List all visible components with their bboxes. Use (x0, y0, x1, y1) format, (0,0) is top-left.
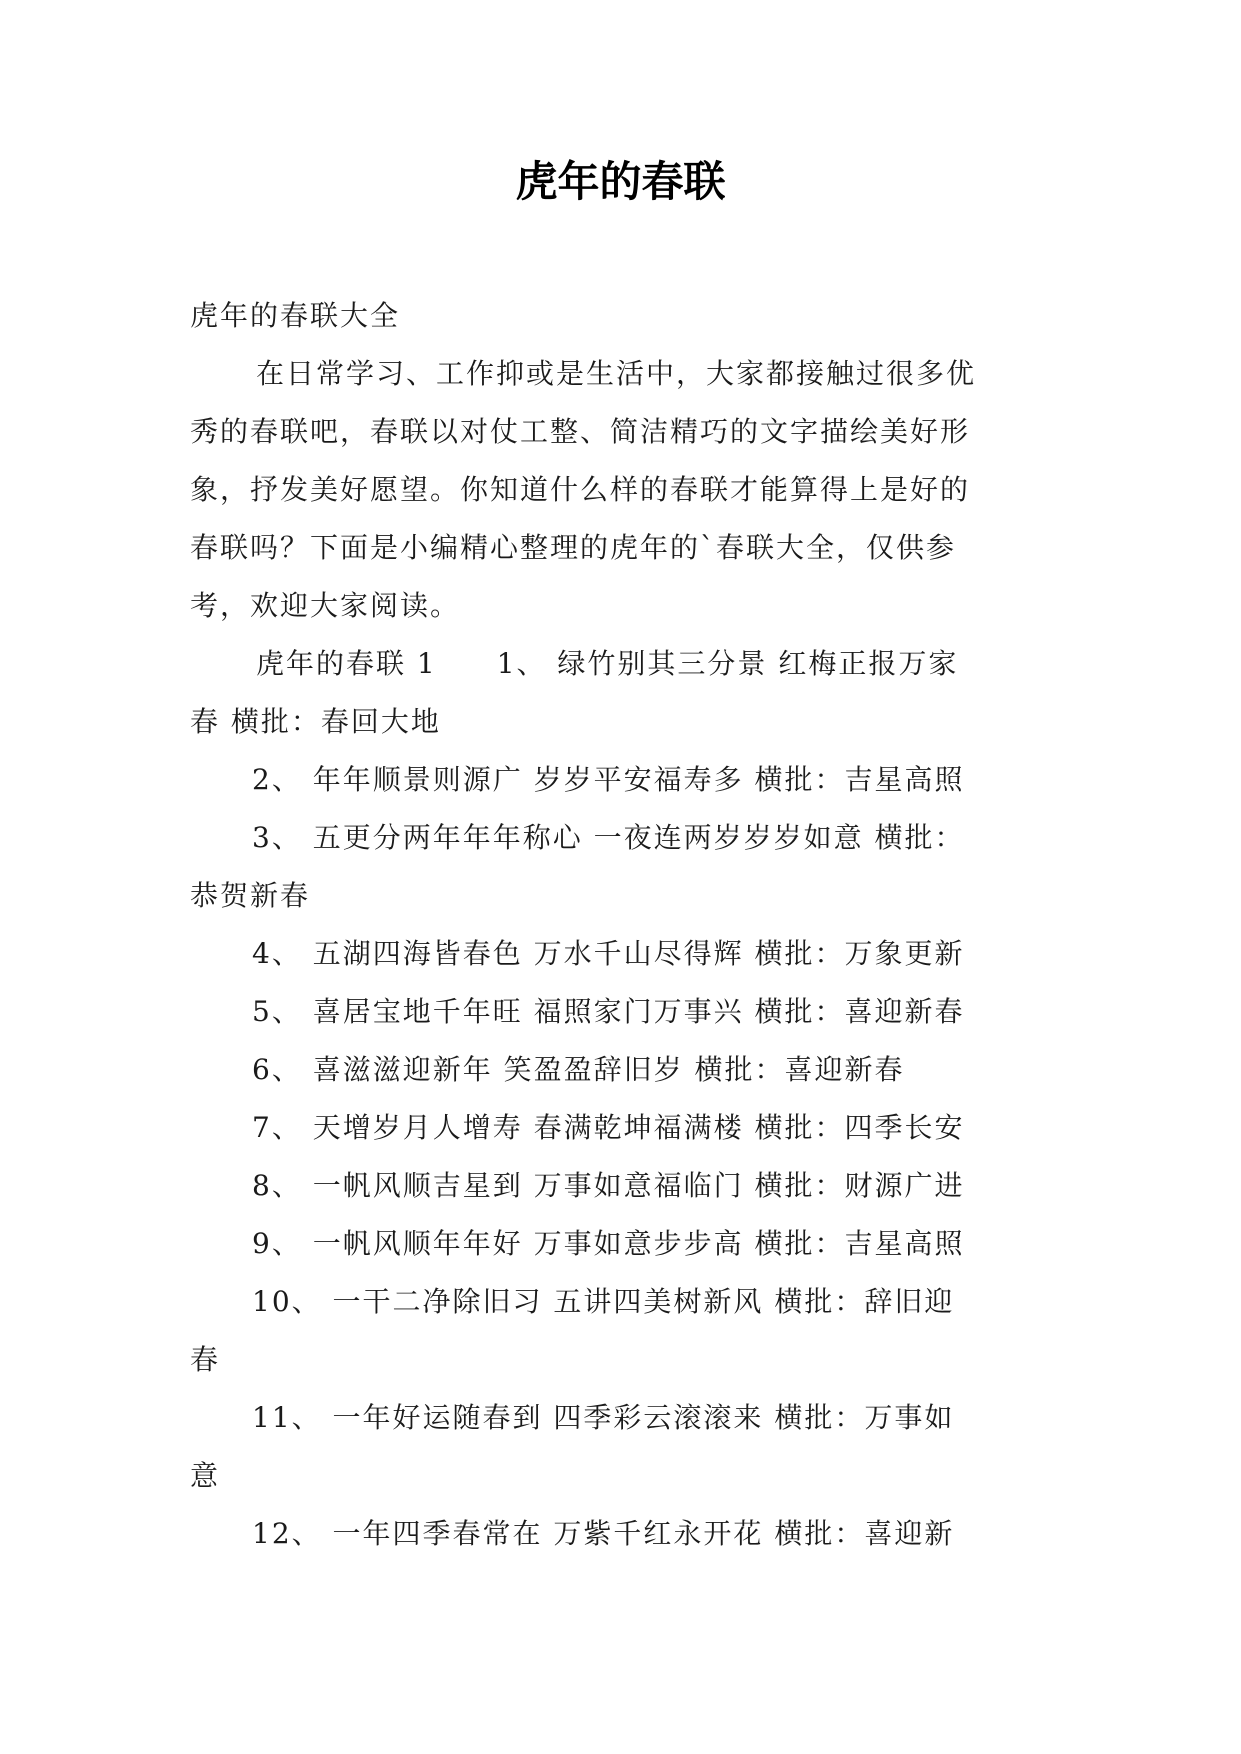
couplet-line: 8、 一帆风顺吉星到 万事如意福临门 横批：财源广进 (252, 1169, 965, 1202)
document-body (190, 287, 1055, 1563)
couplet-line: 虎年的春联 1 1、 绿竹别其三分景 红梅正报万家 (256, 647, 959, 680)
couplet-line: 12、 一年四季春常在 万紫千红永开花 横批：喜迎新 (252, 1517, 955, 1550)
intro-paragraph-line: 在日常学习、工作抑或是生活中，大家都接触过很多优 (256, 357, 977, 390)
couplet-line: 11、 一年好运随春到 四季彩云滚滚来 横批：万事如 (252, 1401, 955, 1434)
couplet-line: 4、 五湖四海皆春色 万水千山尽得辉 横批：万象更新 (252, 937, 965, 970)
couplet-line: 6、 喜滋滋迎新年 笑盈盈辞旧岁 横批：喜迎新春 (252, 1053, 905, 1086)
couplet-line: 7、 天增岁月人增寿 春满乾坤福满楼 横批：四季长安 (252, 1111, 965, 1144)
intro-paragraph-line: 考，欢迎大家阅读。 (190, 589, 461, 622)
couplet-line: 2、 年年顺景则源广 岁岁平安福寿多 横批：吉星高照 (252, 763, 965, 796)
couplet-line: 春 横批：春回大地 (190, 705, 441, 738)
couplet-line: 5、 喜居宝地千年旺 福照家门万事兴 横批：喜迎新春 (252, 995, 965, 1028)
document-title: 虎年的春联 (515, 157, 726, 206)
couplet-line: 9、 一帆风顺年年好 万事如意步步高 横批：吉星高照 (252, 1227, 965, 1260)
couplet-line: 春 (190, 1343, 221, 1376)
couplet-line: 10、 一干二净除旧习 五讲四美树新风 横批：辞旧迎 (252, 1285, 955, 1318)
subtitle-line: 虎年的春联大全 (190, 299, 401, 332)
couplet-line: 3、 五更分两年年年称心 一夜连两岁岁岁如意 横批： (252, 821, 965, 854)
intro-paragraph-line: 秀的春联吧，春联以对仗工整、简洁精巧的文字描绘美好形 (190, 415, 971, 448)
intro-paragraph-line: 象，抒发美好愿望。你知道什么样的春联才能算得上是好的 (190, 473, 971, 506)
intro-paragraph-line: 春联吗？下面是小编精心整理的虎年的`春联大全，仅供参 (190, 531, 957, 564)
couplet-line: 恭贺新春 (190, 879, 311, 912)
couplet-line: 意 (190, 1459, 221, 1492)
